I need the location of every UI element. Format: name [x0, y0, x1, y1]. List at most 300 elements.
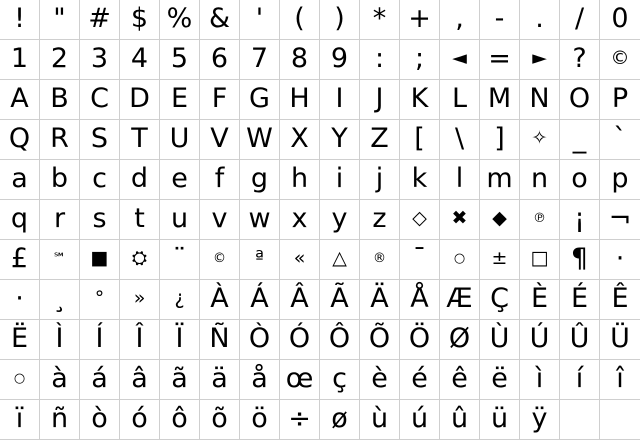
- glyph-cell[interactable]: [160, 360, 200, 400]
- glyph-cell[interactable]: [520, 40, 560, 80]
- glyph-cell[interactable]: [0, 80, 40, 120]
- glyph-character: Ñ: [209, 323, 230, 354]
- glyph-cell[interactable]: [360, 160, 400, 200]
- glyph-cell[interactable]: [520, 400, 560, 440]
- glyph-character: #: [88, 3, 111, 34]
- glyph-cell[interactable]: [200, 360, 240, 400]
- glyph-character: _: [572, 123, 587, 154]
- glyph-cell[interactable]: [480, 80, 520, 120]
- glyph-cell[interactable]: [120, 280, 160, 320]
- glyph-cell[interactable]: [40, 160, 80, 200]
- glyph-cell[interactable]: [480, 120, 520, 160]
- glyph-character: `: [613, 123, 627, 154]
- glyph-cell[interactable]: [320, 400, 360, 440]
- glyph-cell[interactable]: [160, 200, 200, 240]
- glyph-cell[interactable]: [280, 0, 320, 40]
- glyph-cell[interactable]: [240, 360, 280, 400]
- glyph-cell[interactable]: [440, 40, 480, 80]
- glyph-cell[interactable]: [480, 40, 520, 80]
- glyph-character: ú: [410, 403, 429, 434]
- glyph-cell[interactable]: [600, 120, 640, 160]
- glyph-character: B: [50, 83, 69, 114]
- glyph-character: Ò: [248, 323, 271, 354]
- glyph-cell[interactable]: [320, 40, 360, 80]
- glyph-cell[interactable]: [0, 360, 40, 400]
- glyph-character: ": [53, 3, 66, 34]
- glyph-character: û: [450, 403, 469, 434]
- glyph-cell[interactable]: [360, 40, 400, 80]
- glyph-cell[interactable]: [440, 240, 480, 280]
- glyph-character: Í: [95, 323, 104, 354]
- glyph-cell[interactable]: [360, 120, 400, 160]
- glyph-cell[interactable]: [240, 400, 280, 440]
- glyph-cell[interactable]: [320, 280, 360, 320]
- glyph-cell[interactable]: [120, 80, 160, 120]
- glyph-character: e: [171, 163, 188, 194]
- glyph-cell[interactable]: [200, 0, 240, 40]
- glyph-character: ✧: [531, 127, 548, 149]
- glyph-character: m: [486, 163, 513, 194]
- glyph-character: ): [334, 3, 345, 34]
- glyph-cell[interactable]: [400, 120, 440, 160]
- glyph-character: Ö: [408, 323, 431, 354]
- glyph-character: (: [294, 3, 305, 34]
- glyph-cell[interactable]: [280, 120, 320, 160]
- glyph-cell[interactable]: [200, 400, 240, 440]
- glyph-cell[interactable]: [560, 280, 600, 320]
- glyph-cell[interactable]: [280, 40, 320, 80]
- glyph-character: G: [249, 83, 270, 114]
- glyph-cell[interactable]: [120, 120, 160, 160]
- glyph-cell[interactable]: [0, 120, 40, 160]
- glyph-character: C: [90, 83, 109, 114]
- glyph-cell[interactable]: [400, 360, 440, 400]
- glyph-cell[interactable]: [240, 120, 280, 160]
- glyph-cell[interactable]: [600, 360, 640, 400]
- glyph-character: R: [50, 123, 69, 154]
- glyph-character: ¨: [172, 243, 187, 274]
- glyph-character: F: [211, 83, 228, 114]
- glyph-character: T: [131, 123, 148, 154]
- glyph-character: ·: [615, 243, 625, 274]
- glyph-cell[interactable]: [40, 80, 80, 120]
- glyph-character: À: [210, 283, 229, 314]
- glyph-character: Y: [331, 123, 348, 154]
- glyph-cell[interactable]: [400, 40, 440, 80]
- glyph-character: P: [611, 83, 629, 114]
- glyph-character: n: [530, 163, 549, 194]
- glyph-cell[interactable]: [400, 280, 440, 320]
- glyph-cell[interactable]: [280, 400, 320, 440]
- glyph-cell[interactable]: [200, 80, 240, 120]
- glyph-character: Q: [8, 123, 31, 154]
- glyph-character: s: [92, 203, 107, 234]
- glyph-character: ó: [131, 403, 148, 434]
- glyph-cell[interactable]: [440, 400, 480, 440]
- glyph-cell[interactable]: [520, 280, 560, 320]
- glyph-cell[interactable]: [600, 320, 640, 360]
- glyph-cell[interactable]: [480, 320, 520, 360]
- glyph-character: H: [289, 83, 310, 114]
- glyph-cell[interactable]: [560, 360, 600, 400]
- glyph-cell[interactable]: [560, 320, 600, 360]
- glyph-cell[interactable]: [440, 320, 480, 360]
- glyph-cell[interactable]: [40, 400, 80, 440]
- glyph-cell[interactable]: [120, 240, 160, 280]
- glyph-character: X: [290, 123, 309, 154]
- glyph-character: w: [248, 203, 271, 234]
- glyph-character: 1: [10, 43, 29, 74]
- glyph-cell[interactable]: [480, 240, 520, 280]
- glyph-cell[interactable]: [520, 240, 560, 280]
- glyph-cell[interactable]: [560, 120, 600, 160]
- glyph-character: ◄: [452, 47, 467, 69]
- glyph-cell[interactable]: [240, 320, 280, 360]
- glyph-cell[interactable]: [160, 120, 200, 160]
- glyph-cell[interactable]: [560, 40, 600, 80]
- glyph-cell[interactable]: [40, 360, 80, 400]
- glyph-cell[interactable]: [320, 160, 360, 200]
- glyph-character: E: [170, 83, 189, 114]
- glyph-cell[interactable]: [40, 280, 80, 320]
- glyph-character: Ù: [489, 323, 510, 354]
- glyph-cell[interactable]: [240, 280, 280, 320]
- glyph-cell[interactable]: [40, 120, 80, 160]
- glyph-cell[interactable]: [0, 320, 40, 360]
- glyph-character: î: [616, 363, 624, 394]
- glyph-character: ·: [15, 283, 24, 314]
- glyph-cell[interactable]: [80, 360, 120, 400]
- glyph-character: f: [214, 163, 225, 194]
- glyph-character: S: [90, 123, 109, 154]
- glyph-cell[interactable]: [200, 240, 240, 280]
- glyph-character: I: [335, 83, 344, 114]
- glyph-character: Ó: [288, 323, 311, 354]
- glyph-cell[interactable]: [520, 360, 560, 400]
- glyph-cell[interactable]: [520, 200, 560, 240]
- glyph-cell[interactable]: [120, 40, 160, 80]
- glyph-cell[interactable]: [200, 120, 240, 160]
- glyph-cell[interactable]: [40, 0, 80, 40]
- glyph-cell[interactable]: [520, 0, 560, 40]
- glyph-character: j: [375, 163, 384, 194]
- glyph-cell[interactable]: [40, 240, 80, 280]
- glyph-character: å: [251, 363, 268, 394]
- glyph-cell[interactable]: [360, 0, 400, 40]
- glyph-cell[interactable]: [40, 320, 80, 360]
- glyph-cell[interactable]: [280, 360, 320, 400]
- glyph-cell[interactable]: [80, 40, 120, 80]
- glyph-cell[interactable]: [120, 200, 160, 240]
- glyph-cell[interactable]: [240, 200, 280, 240]
- glyph-cell[interactable]: [40, 200, 80, 240]
- glyph-cell[interactable]: [560, 400, 600, 440]
- glyph-cell[interactable]: [0, 400, 40, 440]
- glyph-cell[interactable]: [480, 400, 520, 440]
- glyph-cell[interactable]: [320, 120, 360, 160]
- glyph-character: W: [246, 123, 273, 154]
- glyph-character: D: [129, 83, 150, 114]
- glyph-character: U: [169, 123, 190, 154]
- glyph-cell[interactable]: [80, 400, 120, 440]
- glyph-cell[interactable]: [360, 360, 400, 400]
- glyph-character: v: [211, 203, 228, 234]
- glyph-cell[interactable]: [160, 240, 200, 280]
- glyph-cell[interactable]: [160, 40, 200, 80]
- glyph-cell[interactable]: [0, 40, 40, 80]
- glyph-character: y: [331, 203, 348, 234]
- glyph-character: &: [208, 3, 231, 34]
- glyph-cell[interactable]: [360, 280, 400, 320]
- glyph-cell[interactable]: [600, 240, 640, 280]
- glyph-cell[interactable]: [480, 200, 520, 240]
- glyph-cell[interactable]: [200, 320, 240, 360]
- glyph-cell[interactable]: [240, 80, 280, 120]
- glyph-cell[interactable]: [280, 280, 320, 320]
- glyph-cell[interactable]: [280, 80, 320, 120]
- glyph-cell[interactable]: [600, 160, 640, 200]
- glyph-character: 6: [210, 43, 229, 74]
- glyph-character: Ë: [10, 323, 29, 354]
- glyph-cell[interactable]: [560, 160, 600, 200]
- glyph-character: è: [371, 363, 388, 394]
- glyph-character: ì: [535, 363, 544, 394]
- glyph-cell[interactable]: [360, 80, 400, 120]
- glyph-character: r: [53, 203, 66, 234]
- glyph-cell[interactable]: [320, 80, 360, 120]
- glyph-cell[interactable]: [80, 320, 120, 360]
- glyph-character: ü: [490, 403, 509, 434]
- glyph-cell[interactable]: [480, 280, 520, 320]
- glyph-cell[interactable]: [0, 200, 40, 240]
- glyph-cell[interactable]: [480, 0, 520, 40]
- glyph-character: É: [570, 283, 589, 314]
- glyph-cell[interactable]: [600, 40, 640, 80]
- glyph-cell[interactable]: [320, 320, 360, 360]
- glyph-character: Ô: [328, 323, 351, 354]
- glyph-character: ©: [213, 251, 226, 266]
- glyph-character: °: [94, 287, 105, 309]
- glyph-character: L: [451, 83, 468, 114]
- glyph-cell[interactable]: [400, 320, 440, 360]
- glyph-character: x: [291, 203, 308, 234]
- glyph-character: ⛭: [131, 247, 148, 269]
- glyph-cell[interactable]: [200, 200, 240, 240]
- glyph-cell[interactable]: [600, 80, 640, 120]
- glyph-character: ª: [255, 247, 264, 269]
- glyph-character: ÿ: [531, 403, 548, 434]
- glyph-cell[interactable]: [280, 160, 320, 200]
- glyph-cell[interactable]: [400, 160, 440, 200]
- glyph-cell[interactable]: [320, 200, 360, 240]
- glyph-character: é: [411, 363, 428, 394]
- glyph-character: h: [290, 163, 309, 194]
- glyph-cell[interactable]: [160, 280, 200, 320]
- glyph-cell[interactable]: [320, 240, 360, 280]
- glyph-cell[interactable]: [160, 80, 200, 120]
- glyph-character: Â: [290, 283, 309, 314]
- glyph-cell[interactable]: [200, 280, 240, 320]
- glyph-character: ¶: [570, 243, 589, 274]
- glyph-cell[interactable]: [160, 320, 200, 360]
- glyph-character: 0: [611, 3, 629, 34]
- glyph-cell[interactable]: [120, 160, 160, 200]
- glyph-character: /: [574, 3, 585, 34]
- glyph-character: △: [332, 247, 347, 269]
- glyph-cell[interactable]: [120, 360, 160, 400]
- glyph-character: ○: [453, 251, 466, 266]
- glyph-character: N: [529, 83, 550, 114]
- glyph-character: 4: [130, 43, 149, 74]
- glyph-cell[interactable]: [320, 0, 360, 40]
- glyph-cell[interactable]: [520, 120, 560, 160]
- glyph-cell[interactable]: [120, 320, 160, 360]
- glyph-cell[interactable]: [400, 200, 440, 240]
- glyph-character: â: [131, 363, 148, 394]
- glyph-cell[interactable]: [80, 120, 120, 160]
- glyph-character: ¯: [412, 243, 427, 274]
- glyph-cell[interactable]: [440, 120, 480, 160]
- glyph-cell[interactable]: [520, 80, 560, 120]
- glyph-cell[interactable]: [360, 240, 400, 280]
- glyph-cell[interactable]: [440, 80, 480, 120]
- glyph-character: ○: [13, 371, 26, 386]
- glyph-cell[interactable]: [440, 280, 480, 320]
- glyph-character: Æ: [446, 283, 473, 314]
- glyph-character: ;: [414, 43, 425, 74]
- glyph-character: œ: [285, 363, 314, 394]
- glyph-cell[interactable]: [280, 240, 320, 280]
- glyph-cell[interactable]: [400, 0, 440, 40]
- glyph-character: !: [14, 3, 25, 34]
- glyph-cell[interactable]: [600, 280, 640, 320]
- glyph-cell[interactable]: [560, 0, 600, 40]
- glyph-character: ë: [491, 363, 508, 394]
- glyph-character: □: [530, 247, 549, 269]
- glyph-character: k: [411, 163, 428, 194]
- glyph-cell[interactable]: [200, 40, 240, 80]
- glyph-cell[interactable]: [80, 80, 120, 120]
- glyph-cell[interactable]: [400, 80, 440, 120]
- glyph-cell[interactable]: [280, 320, 320, 360]
- glyph-character: =: [488, 43, 511, 74]
- glyph-character: ✖: [451, 207, 468, 229]
- glyph-cell[interactable]: [440, 0, 480, 40]
- glyph-character: +: [408, 3, 431, 34]
- glyph-character: J: [375, 83, 384, 114]
- glyph-cell[interactable]: [440, 200, 480, 240]
- glyph-character: ç: [332, 363, 347, 394]
- glyph-character: Ì: [55, 323, 64, 354]
- glyph-cell[interactable]: [600, 0, 640, 40]
- glyph-cell[interactable]: [240, 0, 280, 40]
- glyph-character: Ü: [610, 323, 630, 354]
- glyph-character: %: [166, 3, 193, 34]
- glyph-cell[interactable]: [360, 320, 400, 360]
- glyph-character: *: [372, 3, 387, 34]
- glyph-cell[interactable]: [520, 320, 560, 360]
- glyph-cell[interactable]: [0, 160, 40, 200]
- glyph-cell[interactable]: [0, 280, 40, 320]
- glyph-cell[interactable]: [80, 200, 120, 240]
- glyph-character: -: [494, 3, 505, 34]
- glyph-cell[interactable]: [80, 160, 120, 200]
- glyph-character: u: [170, 203, 189, 234]
- glyph-character: b: [50, 163, 69, 194]
- glyph-cell[interactable]: [0, 0, 40, 40]
- glyph-character: 2: [50, 43, 69, 74]
- glyph-cell[interactable]: [440, 160, 480, 200]
- glyph-cell[interactable]: [480, 360, 520, 400]
- glyph-cell[interactable]: [320, 360, 360, 400]
- glyph-cell[interactable]: [520, 160, 560, 200]
- glyph-cell[interactable]: [560, 80, 600, 120]
- glyph-character: Ä: [370, 283, 389, 314]
- glyph-character: Ï: [175, 323, 184, 354]
- glyph-character: ¬: [608, 203, 632, 234]
- glyph-character: 3: [90, 43, 109, 74]
- glyph-cell[interactable]: [280, 200, 320, 240]
- glyph-character: z: [372, 203, 387, 234]
- glyph-character: 9: [330, 43, 349, 74]
- glyph-cell[interactable]: [0, 240, 40, 280]
- glyph-character: ¿: [174, 287, 185, 309]
- glyph-cell[interactable]: [160, 400, 200, 440]
- glyph-cell[interactable]: [600, 400, 640, 440]
- glyph-character: Á: [250, 283, 269, 314]
- glyph-character: ': [255, 3, 264, 34]
- glyph-character: »: [133, 287, 146, 309]
- glyph-cell[interactable]: [200, 160, 240, 200]
- glyph-character: ÷: [288, 403, 311, 434]
- glyph-cell[interactable]: [400, 240, 440, 280]
- glyph-cell[interactable]: [120, 400, 160, 440]
- glyph-character: ã: [171, 363, 188, 394]
- glyph-cell[interactable]: [240, 240, 280, 280]
- glyph-cell[interactable]: [160, 0, 200, 40]
- glyph-character: à: [51, 363, 68, 394]
- glyph-cell[interactable]: [240, 40, 280, 80]
- glyph-character: p: [611, 163, 629, 194]
- glyph-cell[interactable]: [480, 160, 520, 200]
- glyph-character: ©: [610, 47, 630, 69]
- glyph-character: K: [410, 83, 429, 114]
- glyph-cell[interactable]: [400, 400, 440, 440]
- glyph-character: q: [10, 203, 29, 234]
- glyph-cell[interactable]: [560, 200, 600, 240]
- glyph-character: 7: [250, 43, 269, 74]
- glyph-character: Ê: [611, 283, 629, 314]
- glyph-cell[interactable]: [160, 160, 200, 200]
- glyph-character: ■: [90, 247, 109, 269]
- glyph-character: õ: [211, 403, 228, 434]
- glyph-character: Ç: [490, 283, 509, 314]
- glyph-cell[interactable]: [40, 40, 80, 80]
- glyph-character: ô: [171, 403, 188, 434]
- glyph-cell[interactable]: [440, 360, 480, 400]
- glyph-cell[interactable]: [560, 240, 600, 280]
- glyph-character: $: [130, 3, 149, 34]
- glyph-cell[interactable]: [360, 200, 400, 240]
- glyph-cell[interactable]: [80, 280, 120, 320]
- glyph-cell[interactable]: [360, 400, 400, 440]
- glyph-cell[interactable]: [80, 240, 120, 280]
- glyph-cell[interactable]: [80, 0, 120, 40]
- glyph-cell[interactable]: [600, 200, 640, 240]
- glyph-character: ï: [15, 403, 24, 434]
- glyph-cell[interactable]: [120, 0, 160, 40]
- glyph-cell[interactable]: [240, 160, 280, 200]
